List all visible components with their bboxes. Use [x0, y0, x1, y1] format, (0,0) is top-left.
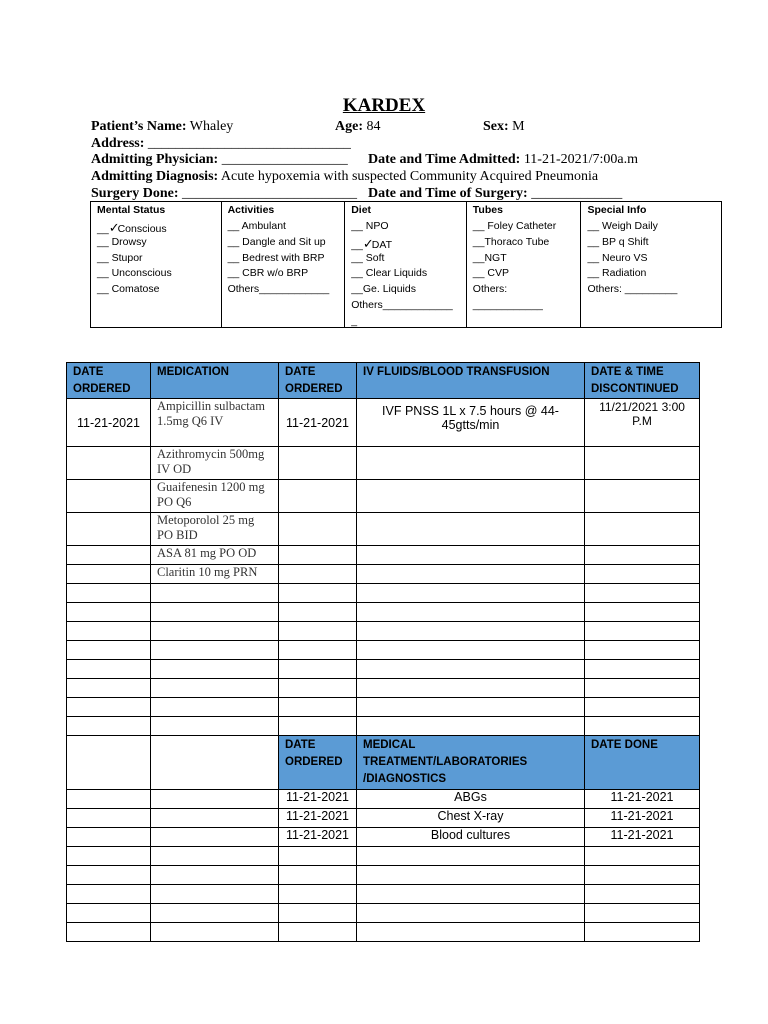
physician-line [91, 151, 348, 168]
med-date-cell[interactable] [67, 513, 151, 546]
empty-cell[interactable] [585, 885, 700, 904]
mental-status-item[interactable]: __ Stupor [97, 251, 143, 264]
diet-item[interactable]: __✓DAT [351, 235, 393, 251]
iv-fluids-cell[interactable] [357, 447, 585, 480]
med-date-cell[interactable] [67, 546, 151, 565]
med-date-cell[interactable] [67, 480, 151, 513]
mental-status-item[interactable]: __ Drowsy [97, 235, 147, 248]
empty-cell[interactable] [279, 603, 357, 622]
activities-item[interactable]: __ CBR w/o BRP [227, 267, 309, 280]
iv-fluids-cell[interactable] [357, 546, 585, 565]
empty-cell[interactable] [67, 809, 151, 828]
patient-name-label: Patient’s Name: [91, 119, 187, 134]
special-info-item[interactable]: __ BP q Shift [587, 235, 649, 248]
table-row [67, 866, 700, 885]
diet-item[interactable]: __ NPO [351, 220, 389, 232]
table-row [67, 565, 700, 584]
checkmark-icon: ✓ [108, 220, 120, 235]
table-row [67, 885, 700, 904]
table-row [67, 447, 700, 480]
age-line [335, 118, 381, 135]
empty-cell[interactable] [67, 885, 151, 904]
tubes-item[interactable]: Others: [472, 283, 508, 296]
empty-cell[interactable] [585, 698, 700, 717]
activities-heading: Activities [227, 204, 275, 216]
sex-value: M [508, 119, 525, 134]
address-line [91, 135, 351, 152]
discontinued-cell[interactable]: 11/21/2021 3:00 P.M [585, 399, 700, 447]
iv-date-cell[interactable] [279, 565, 357, 584]
special-info-heading: Special Info [587, 204, 647, 216]
empty-cell[interactable] [67, 866, 151, 885]
table-row [67, 622, 700, 641]
empty-cell[interactable] [357, 866, 585, 885]
activities-item[interactable]: Others____________ [227, 283, 330, 296]
diet-item[interactable]: __ Clear Liquids [351, 267, 428, 280]
empty-cell[interactable] [151, 717, 279, 736]
surgery-date-value: _____________ [527, 186, 623, 201]
tubes-item: ____________ [472, 298, 543, 311]
iv-fluids-cell[interactable] [357, 565, 585, 584]
medication-cell[interactable]: Ampicillin sulbactam 1.5mg Q6 IV [151, 399, 279, 447]
table-row [67, 641, 700, 660]
empty-cell[interactable] [585, 622, 700, 641]
patient-line [91, 118, 233, 135]
empty-cell[interactable] [357, 717, 585, 736]
table-row [67, 717, 700, 736]
medication-cell[interactable]: ASA 81 mg PO OD [151, 546, 279, 565]
age-value: 84 [363, 119, 381, 134]
table-row [67, 399, 700, 447]
header-medication: MEDICATION [151, 363, 279, 399]
medication-header-row [67, 363, 700, 399]
empty-cell[interactable] [279, 698, 357, 717]
date-done-cell[interactable]: 11-21-2021 [585, 790, 700, 809]
table-row [67, 790, 700, 809]
diagnosis-line [91, 168, 598, 185]
empty-cell[interactable] [585, 717, 700, 736]
diagnosis-label: Admitting Diagnosis: [91, 169, 219, 184]
empty-cell[interactable] [585, 904, 700, 923]
header-date-done: DATE DONE [585, 736, 700, 790]
tubes-item[interactable]: __Thoraco Tube [472, 235, 550, 248]
kardex-table [66, 362, 700, 942]
mental-status-item[interactable]: __ Unconscious [97, 267, 172, 280]
diagnosis-value: Acute hypoxemia with suspected Community Acquired Pneumonia [218, 169, 599, 184]
activities-item[interactable]: __ Ambulant [227, 220, 286, 232]
empty-cell[interactable] [67, 698, 151, 717]
treatment-date-cell[interactable]: 11-21-2021 [279, 828, 357, 847]
table-row [67, 546, 700, 565]
empty-cell[interactable] [585, 603, 700, 622]
diet-item[interactable]: __ Soft [351, 251, 385, 264]
empty-cell[interactable] [151, 923, 279, 942]
med-date-cell[interactable] [67, 565, 151, 584]
activities-item[interactable]: __ Dangle and Sit up [227, 235, 326, 248]
empty-cell[interactable] [357, 641, 585, 660]
empty-cell[interactable] [585, 847, 700, 866]
tubes-column [467, 202, 582, 327]
empty-cell[interactable] [279, 660, 357, 679]
empty-cell[interactable] [67, 923, 151, 942]
special-info-item[interactable]: __ Weigh Daily [587, 220, 658, 232]
sex-line [483, 118, 525, 135]
tubes-item[interactable]: __ CVP [472, 267, 509, 280]
medication-cell[interactable]: Claritin 10 mg PRN [151, 565, 279, 584]
table-row [67, 828, 700, 847]
surgery-label: Surgery Done: [91, 186, 179, 201]
surgery-value: _________________________ [178, 186, 357, 201]
empty-cell[interactable] [67, 660, 151, 679]
address-value: _____________________________ [144, 136, 351, 151]
treatment-cell[interactable]: Blood cultures [357, 828, 585, 847]
admitted-value: 11-21-2021/7:00a.m [520, 152, 639, 167]
empty-cell[interactable] [67, 622, 151, 641]
empty-cell[interactable] [151, 641, 279, 660]
empty-cell[interactable] [151, 660, 279, 679]
empty-cell[interactable] [67, 828, 151, 847]
admitted-line [368, 151, 638, 168]
empty-cell[interactable] [279, 717, 357, 736]
empty-cell[interactable] [67, 679, 151, 698]
medication-cell[interactable]: Metoporolol 25 mg PO BID [151, 513, 279, 546]
special-info-item[interactable]: __ Neuro VS [587, 251, 648, 264]
empty-cell[interactable] [585, 679, 700, 698]
empty-cell[interactable] [151, 790, 279, 809]
medication-cell[interactable]: Guaifenesin 1200 mg PO Q6 [151, 480, 279, 513]
empty-cell[interactable] [151, 603, 279, 622]
care-info-box [90, 201, 722, 328]
header-iv-fluids: IV FLUIDS/BLOOD TRANSFUSION [357, 363, 585, 399]
diet-column [345, 202, 467, 327]
mental-status-item[interactable]: __ Comatose [97, 283, 160, 296]
empty-cell[interactable] [151, 885, 279, 904]
empty-cell[interactable] [357, 904, 585, 923]
treatment-header-row [67, 736, 700, 790]
med-date-cell[interactable] [67, 447, 151, 480]
discontinued-cell[interactable] [585, 565, 700, 584]
admitted-label: Date and Time Admitted: [368, 152, 521, 167]
empty-cell[interactable] [279, 923, 357, 942]
iv-fluids-cell[interactable] [357, 513, 585, 546]
checkmark-icon: ✓ [362, 235, 374, 251]
mental-status-column [91, 202, 222, 327]
table-row [67, 660, 700, 679]
surgery-line [91, 185, 357, 202]
empty-cell[interactable] [67, 717, 151, 736]
treatment-cell[interactable]: ABGs [357, 790, 585, 809]
page-title: KARDEX [342, 95, 426, 116]
empty-cell[interactable] [357, 603, 585, 622]
empty-cell[interactable] [357, 622, 585, 641]
empty-cell[interactable] [585, 584, 700, 603]
special-info-item[interactable]: Others: _________ [587, 283, 678, 296]
empty-cell[interactable] [151, 828, 279, 847]
empty-cell[interactable] [279, 641, 357, 660]
discontinued-cell[interactable] [585, 546, 700, 565]
table-row [67, 847, 700, 866]
empty-cell[interactable] [279, 904, 357, 923]
empty-cell[interactable] [67, 641, 151, 660]
empty-cell[interactable] [67, 603, 151, 622]
surgery-date-line [368, 185, 622, 202]
surgery-date-label: Date and Time of Surgery: [368, 186, 528, 201]
empty-cell[interactable] [279, 584, 357, 603]
header-discontinued: DATE & TIME DISCONTINUED [585, 363, 700, 399]
address-label: Address: [91, 136, 145, 151]
empty-cell[interactable] [357, 698, 585, 717]
discontinued-cell[interactable] [585, 513, 700, 546]
empty-cell[interactable] [357, 885, 585, 904]
date-done-cell[interactable]: 11-21-2021 [585, 828, 700, 847]
empty-cell[interactable] [67, 904, 151, 923]
empty-cell[interactable] [357, 679, 585, 698]
empty-cell[interactable] [67, 584, 151, 603]
tubes-heading: Tubes [472, 204, 503, 216]
header-date-ordered: DATE ORDERED [67, 363, 151, 399]
empty-cell[interactable] [67, 847, 151, 866]
table-row [67, 584, 700, 603]
iv-fluids-cell[interactable] [357, 480, 585, 513]
physician-label: Admitting Physician: [91, 152, 219, 167]
empty-cell[interactable] [151, 809, 279, 828]
empty-cell[interactable] [279, 622, 357, 641]
mental-status-heading: Mental Status [97, 204, 166, 216]
empty-cell[interactable] [151, 584, 279, 603]
table-row [67, 809, 700, 828]
empty-cell[interactable] [151, 736, 279, 790]
treatment-date-cell[interactable]: 11-21-2021 [279, 809, 357, 828]
empty-cell[interactable] [279, 679, 357, 698]
special-info-item[interactable]: __ Radiation [587, 267, 647, 280]
mental-status-item[interactable]: __✓Conscious [97, 220, 167, 235]
discontinued-cell[interactable] [585, 447, 700, 480]
activities-column [222, 202, 346, 327]
activities-item[interactable]: __ Bedrest with BRP [227, 251, 325, 264]
treatment-date-cell[interactable]: 11-21-2021 [279, 790, 357, 809]
empty-cell[interactable] [357, 584, 585, 603]
empty-cell[interactable] [151, 622, 279, 641]
discontinued-cell[interactable] [585, 480, 700, 513]
special-info-column [581, 202, 721, 327]
table-row [67, 904, 700, 923]
table-row [67, 603, 700, 622]
table-row [67, 679, 700, 698]
sex-label: Sex: [483, 119, 509, 134]
diet-item: _ [351, 314, 358, 327]
empty-cell[interactable] [151, 847, 279, 866]
empty-cell[interactable] [585, 866, 700, 885]
empty-cell[interactable] [585, 641, 700, 660]
iv-date-cell[interactable] [279, 546, 357, 565]
treatment-cell[interactable]: Chest X-ray [357, 809, 585, 828]
date-done-cell[interactable]: 11-21-2021 [585, 809, 700, 828]
empty-cell[interactable] [585, 660, 700, 679]
header-treatment-date-ordered: DATE ORDERED [279, 736, 357, 790]
physician-value: __________________ [218, 152, 348, 167]
table-row [67, 698, 700, 717]
medication-cell[interactable]: Azithromycin 500mg IV OD [151, 447, 279, 480]
empty-cell[interactable] [357, 847, 585, 866]
table-row [67, 480, 700, 513]
iv-date-cell[interactable] [279, 447, 357, 480]
empty-cell[interactable] [151, 679, 279, 698]
tubes-item[interactable]: __ Foley Catheter [472, 220, 557, 232]
diet-item[interactable]: __Ge. Liquids [351, 283, 416, 296]
empty-cell[interactable] [151, 698, 279, 717]
patient-name-value: Whaley [186, 119, 234, 134]
tubes-item[interactable]: __NGT [472, 251, 507, 264]
table-row [67, 923, 700, 942]
empty-cell[interactable] [585, 923, 700, 942]
empty-cell[interactable] [67, 736, 151, 790]
header-date-ordered-iv: DATE ORDERED [279, 363, 357, 399]
diet-item[interactable]: Others____________ [351, 298, 453, 311]
empty-cell[interactable] [151, 904, 279, 923]
iv-date-cell[interactable] [279, 480, 357, 513]
empty-cell[interactable] [67, 790, 151, 809]
iv-date-cell[interactable] [279, 513, 357, 546]
empty-cell[interactable] [151, 866, 279, 885]
empty-cell[interactable] [279, 885, 357, 904]
med-date-cell[interactable]: 11-21-2021 [67, 399, 151, 447]
age-label: Age: [335, 119, 363, 134]
iv-fluids-cell[interactable]: IVF PNSS 1L x 7.5 hours @ 44-45gtts/min [357, 399, 585, 447]
diet-heading: Diet [351, 204, 372, 216]
empty-cell[interactable] [279, 866, 357, 885]
table-row [67, 513, 700, 546]
empty-cell[interactable] [279, 847, 357, 866]
empty-cell[interactable] [357, 660, 585, 679]
empty-cell[interactable] [357, 923, 585, 942]
header-medical-treatment: MEDICAL TREATMENT/LABORATORIES /DIAGNOSTICS [357, 736, 585, 790]
iv-date-cell[interactable]: 11-21-2021 [279, 399, 357, 447]
